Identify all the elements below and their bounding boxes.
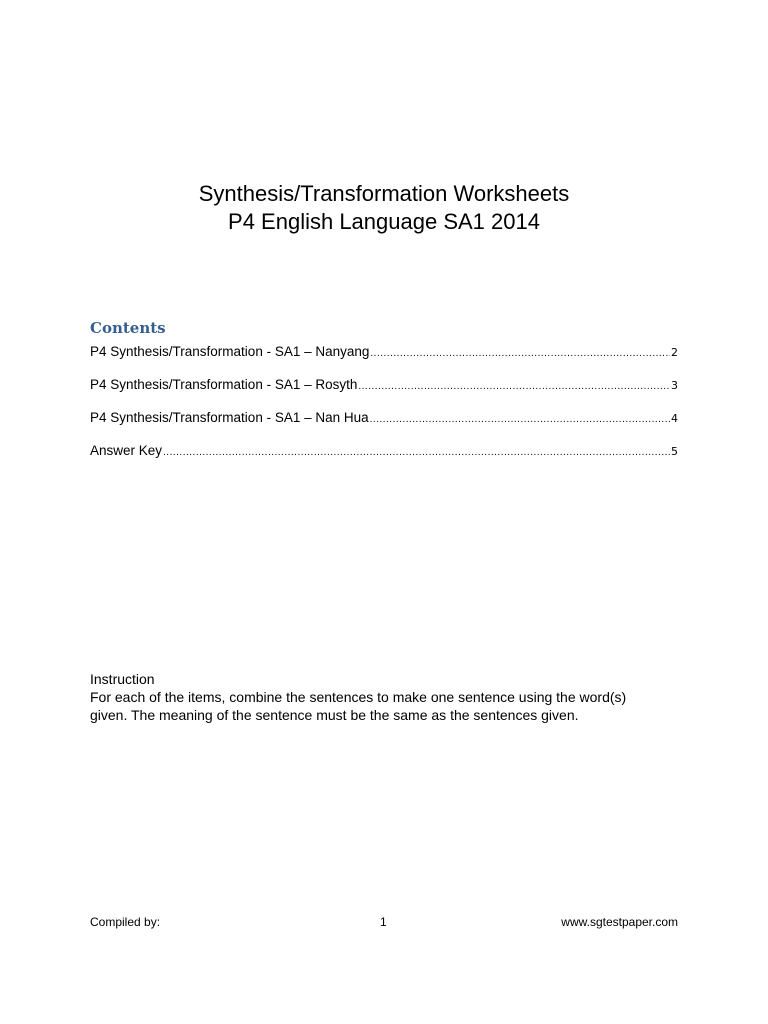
toc-entry-nanyang[interactable] <box>90 344 678 362</box>
toc-entry-page: 5 <box>671 445 678 458</box>
instruction-block <box>90 670 690 724</box>
toc-leader-dots <box>370 414 670 425</box>
toc-entry-page: 4 <box>671 412 678 425</box>
toc-entry-label: P4 Synthesis/Transformation - SA1 – Nanyang <box>90 344 370 359</box>
toc-entry-label: Answer Key <box>90 443 163 458</box>
toc-leader-dots <box>358 381 670 392</box>
document-subtitle: P4 English Language SA1 2014 <box>228 209 540 234</box>
toc-entry-label: P4 Synthesis/Transformation - SA1 – Nan Hua <box>90 410 369 425</box>
title-block <box>0 180 768 236</box>
toc-entry-answer-key[interactable] <box>90 443 678 461</box>
footer-compiled-by: Compiled by: <box>90 915 161 929</box>
instruction-heading: Instruction <box>90 671 155 687</box>
toc-entry-label: P4 Synthesis/Transformation - SA1 – Rosyth <box>90 377 358 392</box>
instruction-text-line2: given. The meaning of the sentence must be the same as the sentences given. <box>90 707 579 723</box>
document-title: Synthesis/Transformation Worksheets <box>198 181 570 206</box>
toc-entry-page: 2 <box>671 346 678 359</box>
toc-leader-dots <box>163 447 670 458</box>
toc-entry-rosyth[interactable] <box>90 377 678 395</box>
footer-website: www.sgtestpaper.com <box>561 915 678 929</box>
toc-entry-nan-hua[interactable] <box>90 410 678 428</box>
contents-heading: Contents <box>90 319 166 337</box>
table-of-contents <box>90 344 678 476</box>
page-footer <box>90 915 678 931</box>
instruction-text-line1: For each of the items, combine the sentences to make one sentence using the word(s) <box>90 689 627 705</box>
footer-page-number: 1 <box>380 915 387 929</box>
toc-entry-page: 3 <box>671 379 678 392</box>
toc-leader-dots <box>370 348 670 359</box>
